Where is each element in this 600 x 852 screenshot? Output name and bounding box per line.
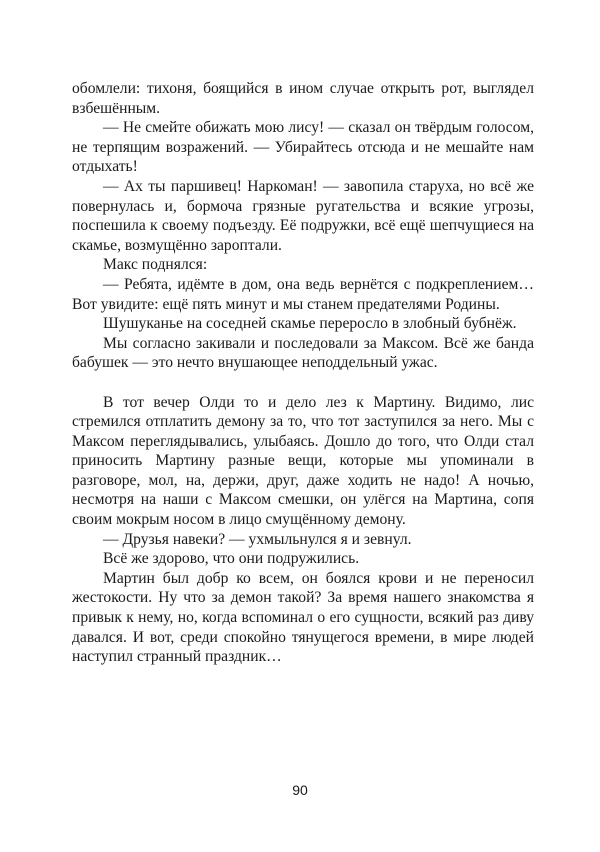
paragraph: — Не смейте обижать мою лису! — сказал он твёрдым голосом, не терпящим возражений. — Убирайтесь отсюда и не мешайте нам отдыхать!: [72, 119, 534, 176]
page-number: 90: [292, 782, 308, 798]
paragraph: Шушуканье на соседней скамье переросло в злобный бубнёж.: [103, 315, 517, 333]
paragraph: Мартин был добр ко всем, он боялся крови и не переносил жестокости. Ну что за демон такой? За время нашего знакомства я привык к нему, но, когда вспоминал о его сущности, всякий раз диву давался. И вот, среди спокойно тянущегося времени, в мире людей наступил странный праздник…: [72, 569, 534, 666]
paragraph: Макс поднялся:: [103, 256, 208, 274]
page-body: [72, 79, 534, 667]
paragraph: Мы согласно закивали и последовали за Максом. Всё же банда бабушек — это нечто внушающее неподдельный ужас.: [72, 334, 534, 372]
paragraph: — Друзья навеки? — ухмыльнулся я и зевнул.: [103, 530, 412, 548]
section-break: [72, 373, 534, 393]
paragraph: — Ах ты паршивец! Наркоман! — завопила старуха, но всё же повернулась и, бормоча грязные ругательства и всякие угрозы, поспешила к своему подъезду. Её подружки, всё ещё шепчущиеся на скамье, возмущённо зароптали.: [72, 177, 534, 254]
paragraph: обомлели: тихоня, боящийся в ином случае открыть рот, выглядел взбешённым.: [72, 80, 534, 117]
paragraph: Всё же здорово, что они подружились.: [103, 550, 360, 568]
paragraph: В тот вечер Олди то и дело лез к Мартину. Видимо, лис стремился отплатить демону за то, что тот заступился за него. Мы с Максом переглядывались, улыбаясь. Дошло до того, что Олди стал приносить Мартину разные вещи, которые мы упоминали в разговоре, мол, на, держи, друг, даже ходить не надо! А ночью, несмотря на наши с Максом смешки, он улёгся на Мартина, сопя своим мокрым носом в лицо смущённому демону.: [72, 393, 534, 529]
paragraph: — Ребята, идёмте в дом, она ведь вернётся с подкреплением… Вот увидите: ещё пять минут и мы станем предателями Родины.: [72, 275, 534, 313]
